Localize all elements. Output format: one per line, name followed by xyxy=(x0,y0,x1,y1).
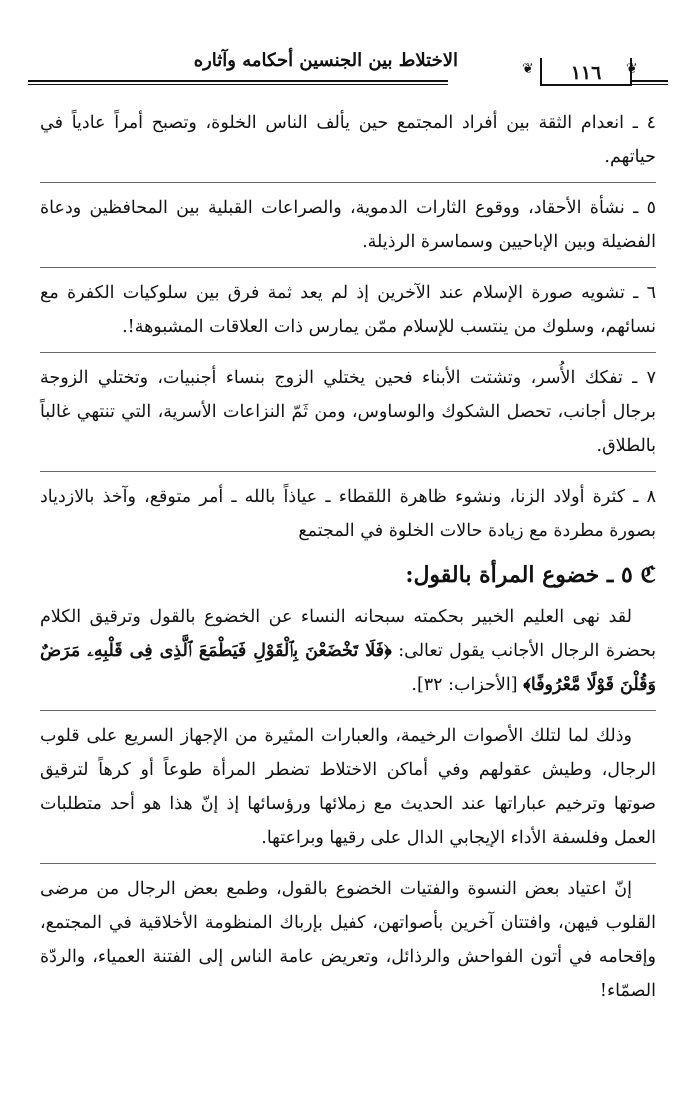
page-number: ١١٦ xyxy=(540,58,632,86)
running-title: الاختلاط بين الجنسين أحكامه وآثاره xyxy=(193,50,458,71)
ornament-icon: ❦ xyxy=(522,61,534,77)
divider xyxy=(40,710,656,711)
list-item: ٨ ـ كثرة أولاد الزنا، ونشوء ظاهرة اللقطاء ـ عياذاً بالله ـ أمر متوقع، وآخذ بالازدياد بصورة مطردة مع زيادة حالات الخلوة في المجتمع xyxy=(40,487,656,541)
paragraph xyxy=(40,600,656,702)
page-header xyxy=(28,50,668,98)
header-rule xyxy=(28,80,448,82)
section-heading: ℭ ٥ ـ خضوع المرأة بالقول: xyxy=(405,562,656,588)
paragraph: إنّ اعتياد بعض النسوة والفتيات الخضوع بالقول، وطمع بعض الرجال من مرضى القلوب فيهن، وافتتان آخرين بأصواتهن، كفيل بإرباك المنظومة الأخلاقية في المجتمع، وإقحامه في أتون الفواحش والرذائل، وتعريض عامة الناس إلى الفتنة العمياء، والردّة الصمّاء! xyxy=(40,879,656,1001)
ornament-icon: ❦ xyxy=(626,61,638,77)
divider xyxy=(40,182,656,183)
divider xyxy=(40,267,656,268)
list-item: ٧ ـ تفكك الأُسر، وتشتت الأبناء فحين يختلي الزوج بنساء أجنبيات، وتختلي الزوجة برجال أجانب، تحصل الشكوك والوساوس، ومن ثَمّ النزاعات الأسرية، التي تنتهي غالباً بالطلاق. xyxy=(40,368,656,456)
header-rule xyxy=(28,84,448,85)
verse-reference: [الأحزاب: ٣٢]. xyxy=(411,675,524,695)
list-item: ٥ ـ نشأة الأحقاد، ووقوع الثارات الدموية، والصراعات القبلية بين المحافظين ودعاة الفضيلة وبين الإباحيين وسماسرة الرذيلة. xyxy=(40,198,656,252)
paragraph: وذلك لما لتلك الأصوات الرخيمة، والعبارات المثيرة من الإجهاز السريع على قلوب الرجال، وطيش عقولهم وفي أماكن الاختلاط تضطر المرأة طوعاً أو كرهاً لترقيق صوتها وترخيم عباراتها عند الحديث مع زملائها ورؤسائها إذ إنّ هذا هو أحد متطلبات العمل وفلسفة الأداء الإيجابي الدال على رقيها وبراعتها. xyxy=(40,726,656,848)
divider xyxy=(40,471,656,472)
paragraph-text: لقد نهى العليم الخبير بحكمته سبحانه النساء عن الخضوع بالقول وترقيق الكلام بحضرة الرجال الأجانب يقول تعالى: xyxy=(40,607,656,661)
quran-verse: ﴿فَلَا تَخْضَعْنَ بِٱلْقَوْلِ فَيَطْمَعَ ٱلَّذِى فِى قَلْبِهِۦ مَرَضٌ وَقُلْنَ قَوْلًا مَّعْرُوفًا﴾ xyxy=(40,641,656,695)
list-item: ٤ ـ انعدام الثقة بين أفراد المجتمع حين يألف الناس الخلوة، وتصبح أمراً عادياً في حياتهم. xyxy=(40,113,656,167)
list-item: ٦ ـ تشويه صورة الإسلام عند الآخرين إذ لم يعد ثمة فرق بين سلوكيات الكفرة مع نسائهم، وسلوك من ينتسب للإسلام ممّن يمارس ذات العلاقات المشبوهة!. xyxy=(40,283,656,337)
header-rule xyxy=(632,80,668,82)
divider xyxy=(40,352,656,353)
header-rule xyxy=(632,84,668,85)
page-body xyxy=(40,106,656,1016)
divider xyxy=(40,863,656,864)
